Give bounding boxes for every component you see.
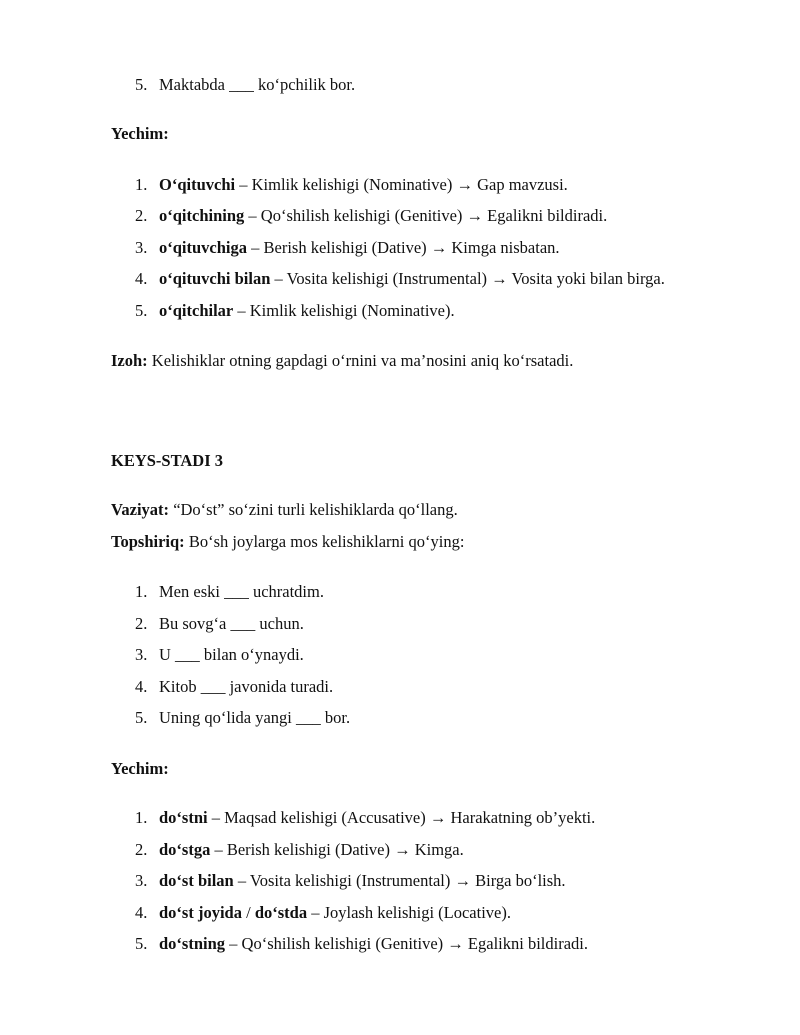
answer-explanation: – Qo‘shilish kelishigi (Genitive) → Egalikni bildiradi. — [225, 934, 588, 953]
exercise-text: Men eski ___ uchratdim. — [159, 582, 324, 601]
answer-item: 5. o‘qitchilar – Kimlik kelishigi (Nominative). — [135, 301, 455, 320]
exercise-item: 3. U ___ bilan o‘ynaydi. — [135, 645, 304, 664]
exercise-text: Uning qo‘lida yangi ___ bor. — [159, 708, 351, 727]
answer-term: o‘qitchilar — [159, 301, 234, 320]
answer-explanation: – Vosita kelishigi (Instrumental) → Birga bo‘lish. — [233, 871, 566, 890]
exercise-text: Bu sovg‘a ___ uchun. — [159, 614, 304, 633]
answer-explanation: – Berish kelishigi (Dative) → Kimga. — [210, 840, 464, 859]
situation-paragraph — [111, 500, 458, 520]
answer-item: 3. do‘st bilan – Vosita kelishigi (Instrumental) → Birga bo‘lish. — [135, 871, 566, 890]
section-title: KEYS-STADI 3 — [111, 451, 224, 470]
note-paragraph — [111, 351, 573, 371]
answer-term: do‘stni — [159, 808, 208, 827]
solution-heading: Yechim: — [111, 124, 169, 143]
list-item-text: Maktabda ___ ko‘pchilik bor. — [159, 75, 356, 94]
answer-explanation: – Berish kelishigi (Dative) → Kimga nisbatan. — [247, 238, 560, 257]
answer-explanation: – Kimlik kelishigi (Nominative). — [233, 301, 455, 320]
answer-item: 3. o‘qituvchiga – Berish kelishigi (Dative) → Kimga nisbatan. — [135, 238, 560, 257]
note-label: Izoh: — [111, 351, 148, 370]
situation-text: “Do‘st” so‘zini turli kelishiklarda qo‘llang. — [169, 500, 458, 519]
solution-heading: Yechim: — [111, 759, 169, 778]
answer-item: 4. o‘qituvchi bilan – Vosita kelishigi (Instrumental) → Vosita yoki bilan birga. — [135, 269, 665, 288]
answer-term: do‘st bilan — [159, 871, 234, 890]
answer-explanation: – Kimlik kelishigi (Nominative) → Gap mavzusi. — [235, 175, 568, 194]
answer-term: do‘stga — [159, 840, 211, 859]
note-text: Kelishiklar otning gapdagi o‘rnini va ma’nosini aniq ko‘rsatadi. — [147, 351, 574, 370]
exercise-item: 5. Uning qo‘lida yangi ___ bor. — [135, 708, 351, 727]
task-text: Bo‘sh joylarga mos kelishiklarni qo‘ying: — [184, 532, 465, 551]
situation-label: Vaziyat: — [111, 500, 170, 519]
answer-term: do‘st joyida — [159, 903, 242, 922]
exercise-text: U ___ bilan o‘ynaydi. — [159, 645, 304, 664]
answer-term: o‘qitchining — [159, 206, 245, 225]
answer-explanation: – Joylash kelishigi (Locative). — [307, 903, 511, 922]
exercise-item: 1. Men eski ___ uchratdim. — [135, 582, 324, 601]
answer-term: do‘stning — [159, 934, 226, 953]
answer-item: 2. do‘stga – Berish kelishigi (Dative) → Kimga. — [135, 840, 464, 859]
exercise-item: 4. Kitob ___ javonida turadi. — [135, 677, 334, 696]
exercise-item: 2. Bu sovg‘a ___ uchun. — [135, 614, 304, 633]
task-paragraph — [111, 532, 464, 552]
answer-term: O‘qituvchi — [159, 175, 236, 194]
answer-item: 1. O‘qituvchi – Kimlik kelishigi (Nominative) → Gap mavzusi. — [135, 175, 568, 194]
answer-item: 2. o‘qitchining – Qo‘shilish kelishigi (Genitive) → Egalikni bildiradi. — [135, 206, 608, 225]
answer-explanation: – Qo‘shilish kelishigi (Genitive) → Egalikni bildiradi. — [244, 206, 608, 225]
answer-term: o‘qituvchiga — [159, 238, 248, 257]
answer-item: 1. do‘stni – Maqsad kelishigi (Accusative) → Harakatning ob’yekti. — [135, 808, 596, 827]
answer-explanation: – Maqsad kelishigi (Accusative) → Harakatning ob’yekti. — [207, 808, 596, 827]
answer-separator: / — [241, 903, 255, 922]
exercise-text: Kitob ___ javonida turadi. — [159, 677, 334, 696]
list-item: 5. Maktabda ___ ko‘pchilik bor. — [135, 75, 356, 94]
task-label: Topshiriq: — [111, 532, 185, 551]
answer-term-alt: do‘stda — [254, 903, 308, 922]
answer-term: o‘qituvchi bilan — [159, 269, 271, 288]
answer-explanation: – Vosita kelishigi (Instrumental) → Vosita yoki bilan birga. — [270, 269, 665, 288]
answer-item: 5. do‘stning – Qo‘shilish kelishigi (Genitive) → Egalikni bildiradi. — [135, 934, 588, 953]
answer-item: 4. do‘st joyida / do‘stda – Joylash kelishigi (Locative). — [135, 903, 511, 922]
